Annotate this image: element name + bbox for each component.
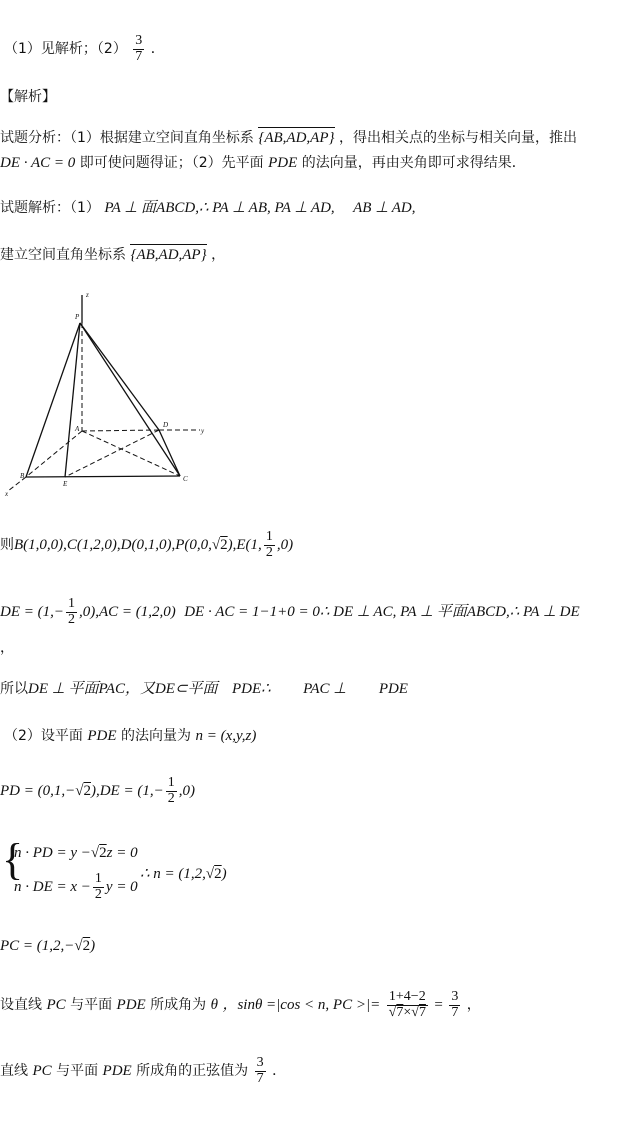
- answer-fraction: $\frac{3}{7}$: [135, 33, 143, 64]
- vectors-line-1-tail: ，: [0, 640, 14, 656]
- jiexi-heading: 【解析】: [0, 89, 56, 105]
- answer-text: （1）见解析；（2）: [4, 41, 127, 58]
- system-brace: {: [2, 835, 24, 884]
- label-c: C: [183, 475, 188, 483]
- answer-line: （1）见解析；（2） $\frac{3}{7}$ ．: [4, 33, 165, 64]
- label-p: P: [75, 313, 80, 321]
- edge-ad: [82, 430, 159, 431]
- conclusion-line: 所以DE ⊥ 平面PAC，又DE⊂平面 PDE∴ PAC ⊥ PDE: [0, 681, 408, 697]
- cos-fraction: $\frac{1+4-2}{√7\times√7}$: [388, 989, 426, 1020]
- label-a: A: [75, 425, 80, 433]
- vectors-line-2: PD = (0,1,−√2),DE = (1,− $\frac{1}{2}$ ,0): [0, 775, 195, 806]
- label-b: B: [20, 472, 25, 480]
- label-z: z: [86, 291, 89, 299]
- edge-bc: [26, 476, 180, 477]
- edge-pd: [80, 323, 159, 430]
- final-line: 直线 PC 与平面 PDE 所成角的正弦值为 $\frac{3}{7}$ ．: [0, 1055, 287, 1086]
- analysis-line-2: DE · AC = 0 即可使问题得证；（2）先平面 PDE 的法向量，再由夹角即可求得结果．: [0, 155, 526, 171]
- label-y: y: [201, 427, 205, 435]
- pc-vector-line: PC = (1,2,−√2): [0, 938, 96, 954]
- edge-dc: [159, 430, 180, 476]
- seg-de: [65, 430, 159, 477]
- solution-line-2: 建立空间直角坐标系 {AB,AD,AP} ，: [0, 247, 226, 263]
- label-e: E: [63, 480, 68, 488]
- analysis-line-1: 试题分析：（1）根据建立空间直角坐标系 {AB,AD,AP} ，得出相关点的坐标与相关向量，推出: [0, 130, 577, 146]
- vectors-line-1: DE = (1,− $\frac{1}{2}$ ,0),AC = (1,2,0) DE · AC = 1−1+0 = 0∴ DE ⊥ AC, PA ⊥ 平面ABCD,∴ PA ⊥ DE: [0, 596, 580, 627]
- label-x: x: [5, 490, 9, 498]
- system-eq-2: n · DE = x − $\frac{1}{2}$ y = 0: [14, 871, 138, 902]
- dot-product-eq: DE · AC = 0: [0, 155, 76, 171]
- system-eq-1: n · PD = y −√2z = 0: [14, 845, 138, 861]
- pyramid-figure: [2, 285, 212, 500]
- angle-line: 设直线 PC 与平面 PDE 所成角为 θ ，sinθ =|cos < n, PC >|= $\frac{1+4-2}{√7\times√7}$ = $\frac{3}{7}$ ，: [0, 989, 481, 1020]
- normal-vector-result: ∴ n = (1,2,√2): [140, 866, 227, 882]
- coordinates-line: 则B(1,0,0),C(1,2,0),D(0,1,0),P(0,0,√2),E(1, $\frac{1}{2}$ ,0): [0, 529, 294, 560]
- label-d: D: [163, 421, 169, 429]
- basis-vectors: {AB,AD,AP}: [258, 130, 335, 146]
- part2-line: （2）设平面 PDE 的法向量为 n = (x,y,z): [4, 728, 257, 744]
- solution-line-1: 试题解析：（1） PA ⊥ 面ABCD,∴ PA ⊥ AB, PA ⊥ AD, AB ⊥ AD,: [0, 200, 416, 216]
